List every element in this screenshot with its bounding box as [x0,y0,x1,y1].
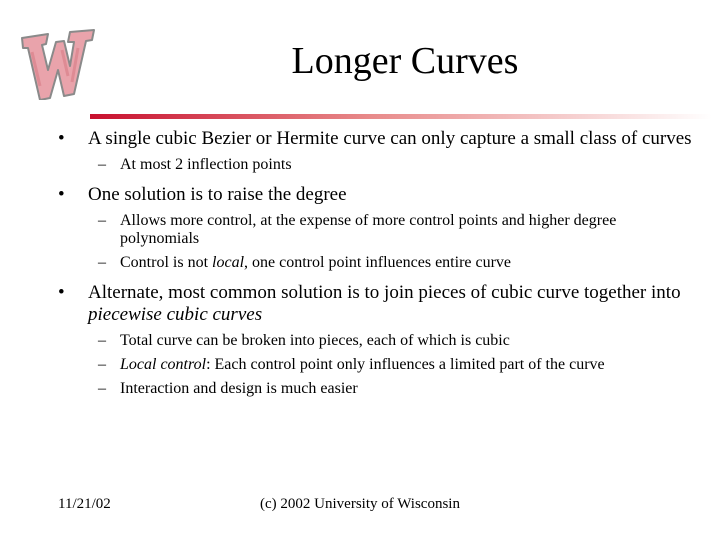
dash: – [98,332,106,349]
bullet-1 [58,128,698,150]
bullet-dot: • [58,282,65,303]
sub-bullet-2-1 [58,212,698,248]
bullet-text-pre: Alternate, most common solution is to join pieces of cubic curve together into [88,282,681,303]
sub-bullet-text-pre: Control is not [120,254,213,271]
bullet-text: One solution is to raise the degree [88,184,347,205]
bullet-text: A single cubic Bezier or Hermite curve can only capture a small class of curves [88,128,692,149]
bullet-dot: • [58,128,65,149]
dash: – [98,212,106,229]
sub-bullet-text-post: , one control point influences entire curve [244,254,512,271]
bullet-3 [58,282,698,326]
emphasis-text: piecewise cubic curves [88,304,263,325]
dash: – [98,156,106,173]
dash: – [98,380,106,397]
sub-bullet-text: Allows more control, at the expense of more control points and higher degree polynomials [120,212,617,247]
sub-bullet-text: Total curve can be broken into pieces, each of which is cubic [120,332,510,349]
bullet-dot: • [58,184,65,205]
slide-title: Longer Curves [291,40,519,82]
sub-bullet-3-1 [58,332,698,350]
dash: – [98,356,106,373]
sub-bullet-3-3 [58,380,698,398]
sub-bullet-3-2 [58,356,698,374]
footer-copyright: (c) 2002 University of Wisconsin [260,496,460,512]
emphasis-text: Local control [120,356,207,373]
bullet-2 [58,184,698,206]
sub-bullet-text: At most 2 inflection points [120,156,292,173]
emphasis-text: local [212,254,245,271]
sub-bullet-1-1 [58,156,698,174]
sub-bullet-2-2 [58,254,698,272]
title-divider [90,114,712,119]
sub-bullet-text: Interaction and design is much easier [120,380,358,397]
dash: – [98,254,106,271]
slide-body [58,128,698,398]
sub-bullet-text-post: : Each control point only influences a limited part of the curve [206,356,605,373]
footer-date: 11/21/02 [58,496,111,512]
